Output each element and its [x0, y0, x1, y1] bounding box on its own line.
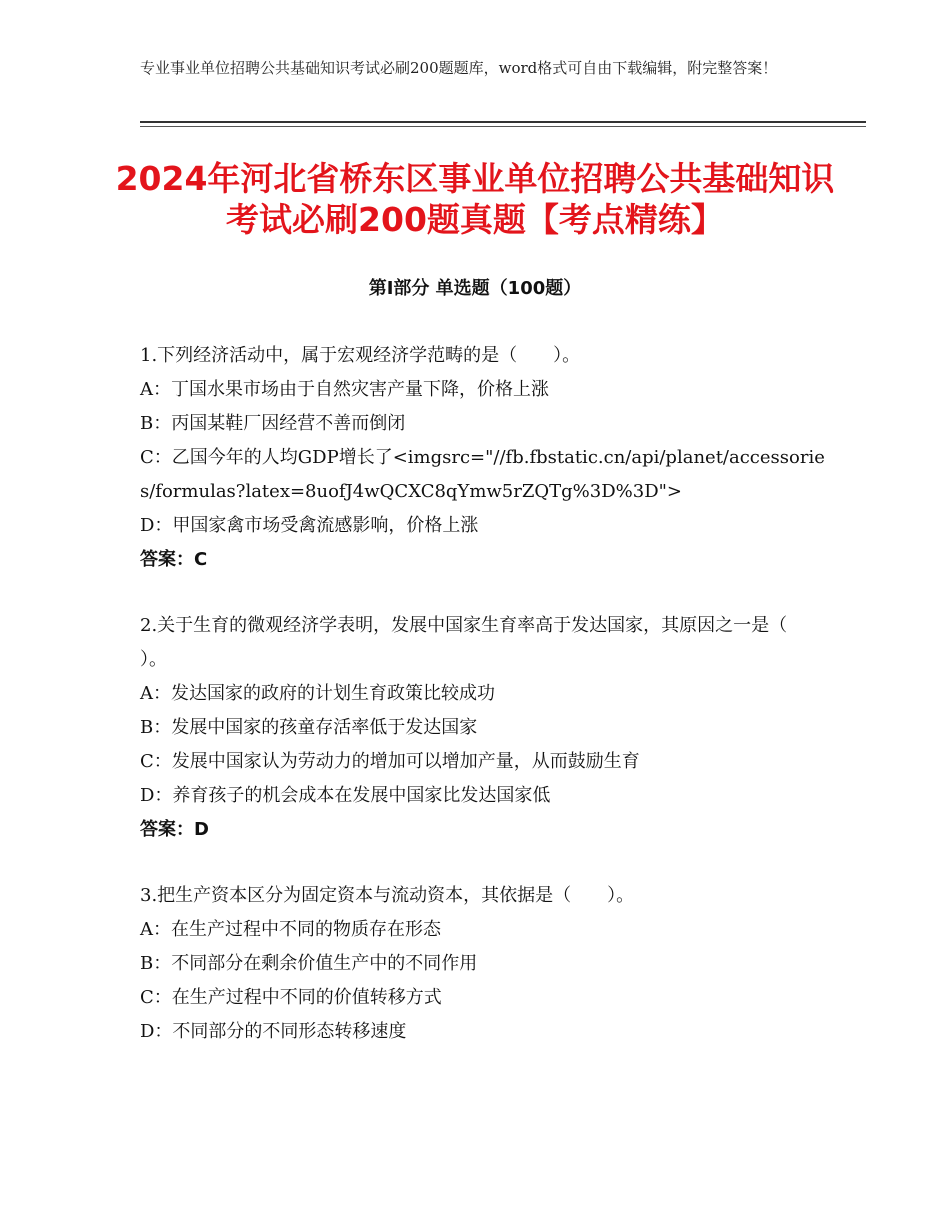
header-note: 专业事业单位招聘公共基础知识考试必刷200题题库，word格式可自由下载编辑，附完整答案！: [140, 59, 778, 77]
question-list: [140, 339, 830, 1081]
option-b: B：发展中国家的孩童存活率低于发达国家: [140, 717, 478, 738]
option-d: D：甲国家禽市场受禽流感影响，价格上涨: [140, 515, 479, 536]
question-1: [140, 339, 830, 577]
option-a: A：在生产过程中不同的物质存在形态: [140, 919, 441, 940]
question-stem: 3.把生产资本区分为固定资本与流动资本，其依据是（ ）。: [140, 885, 635, 906]
document-title: 2024年河北省桥东区事业单位招聘公共基础知识考试必刷200题真题【考点精练】: [115, 159, 835, 239]
option-a: A：丁国水果市场由于自然灾害产量下降，价格上涨: [140, 379, 549, 400]
option-b: B：不同部分在剩余价值生产中的不同作用: [140, 953, 478, 974]
option-c: C：在生产过程中不同的价值转移方式: [140, 987, 442, 1008]
answer: 答案：D: [140, 819, 209, 840]
question-3: [140, 879, 830, 1049]
option-d: D：养育孩子的机会成本在发展中国家比发达国家低: [140, 785, 551, 806]
option-c: C：乙国今年的人均GDP增长了<imgsrc="//fb.fbstatic.cn/api/planet/accessories/formulas?latex=8uofJ4wQCXC8qYmw5rZQTg%3D%3D">: [140, 447, 825, 502]
option-c: C：发展中国家认为劳动力的增加可以增加产量，从而鼓励生育: [140, 751, 640, 772]
option-b: B：丙国某鞋厂因经营不善而倒闭: [140, 413, 406, 434]
option-a: A：发达国家的政府的计划生育政策比较成功: [140, 683, 495, 704]
question-stem: 1.下列经济活动中，属于宏观经济学范畴的是（ ）。: [140, 345, 581, 366]
option-d: D：不同部分的不同形态转移速度: [140, 1021, 407, 1042]
answer: 答案：C: [140, 549, 208, 570]
header-rule-thin: [140, 126, 866, 127]
section-title: 第Ⅰ部分 单选题（100题）: [368, 278, 582, 299]
question-2: [140, 609, 830, 847]
question-stem: 2.关于生育的微观经济学表明，发展中国家生育率高于发达国家，其原因之一是（ ）。: [140, 615, 824, 670]
header-rule-thick: [140, 121, 866, 123]
